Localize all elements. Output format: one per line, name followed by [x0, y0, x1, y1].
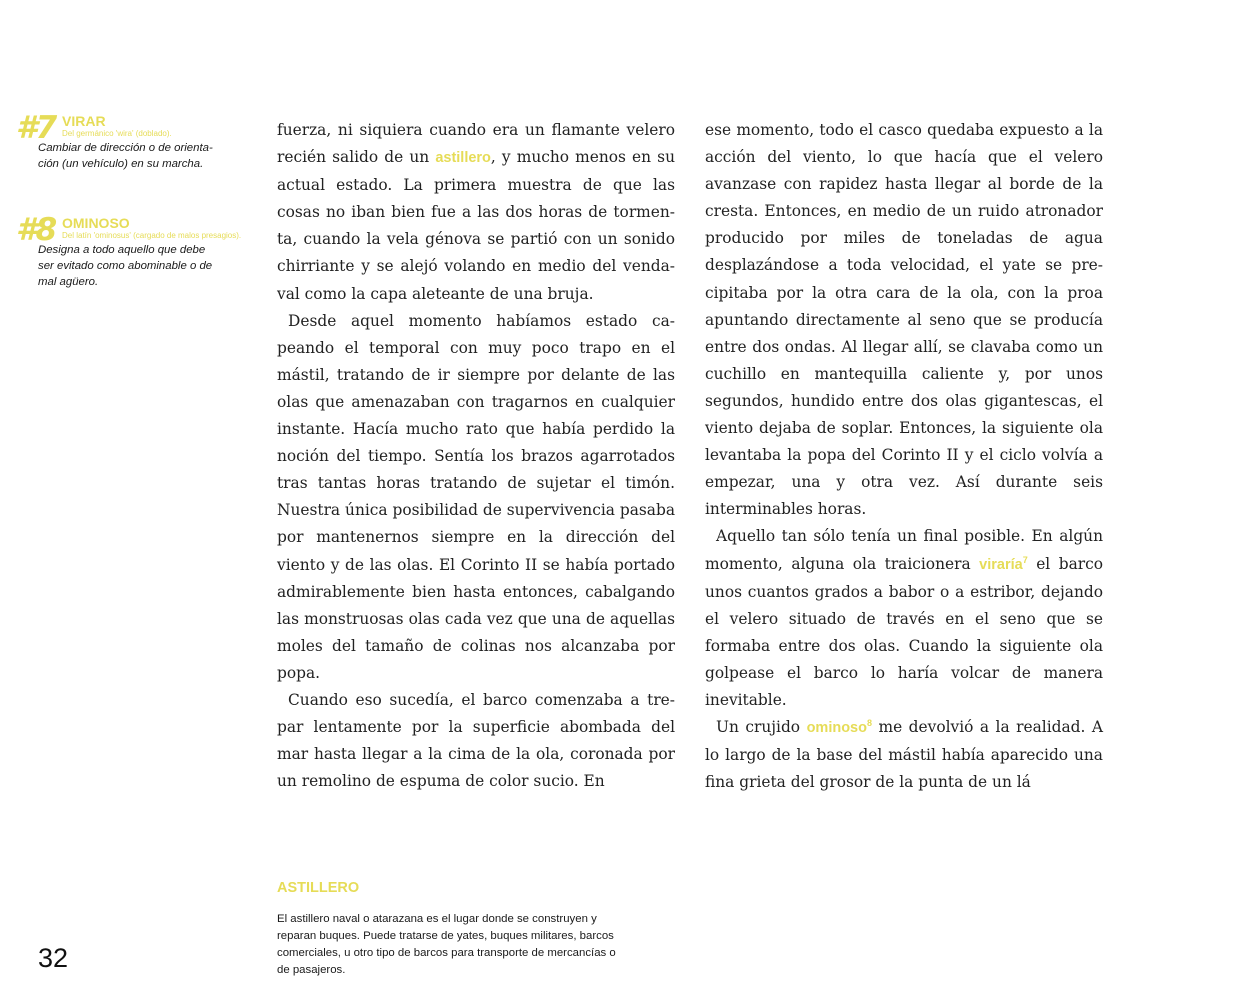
paragraph [705, 714, 1103, 796]
paragraph [705, 523, 1103, 714]
footer-note-line: comerciales, u otro tipo de barcos para transporte de mercancías o [277, 947, 616, 959]
glossary-term-ominoso[interactable]: ominoso [806, 720, 867, 737]
side-note-virar [16, 110, 261, 172]
footer-note-line: reparan buques. Puede tratarse de yates, buques militares, barcos [277, 930, 614, 942]
paragraph-text: el barco unos cuantos grados a babor o a estribor, dejando el velero situado de través en el seno que se formaba entre dos olas. Cuando la siguiente ola golpease el barco lo haría volcar de manera inevitable. [705, 554, 1104, 709]
paragraph: Cuando eso sucedía, el barco comenzaba a trepar lentamente por la superficie abombada del mar hasta llegar a la cima de la ola, coronada por un remolino de espuma de color sucio. En [277, 690, 675, 791]
glossary-term-astillero[interactable]: astillero [435, 150, 491, 167]
paragraph-text: , y mucho menos en su actual estado. La primera muestra de que las cosas no iban bien fue a las dos horas de tormenta, cuando la vela génova se partió con un sonido chirriante y se alejó volando en medio del vendaval como la capa aleteante de una bruja. [277, 148, 675, 303]
footer-note-text [277, 911, 677, 979]
footnote-ref: 7 [1022, 554, 1028, 565]
footnote-ref: 8 [866, 717, 872, 728]
paragraph-text: fuerza, ni siquiera cuando era un flamante velero recién salido de un [277, 121, 675, 167]
side-note-header [16, 110, 261, 146]
note-number: #8 [16, 212, 56, 248]
note-definition [38, 242, 261, 290]
note-etymology: Del latín 'ominosus' (cargado de malos presagios). [62, 231, 242, 240]
note-definition-line: Cambiar de dirección o de orienta- [38, 142, 213, 154]
paragraph: Desde aquel momento habíamos estado capeando el temporal con muy poco trapo en el mástil, tratando de ir siempre por delante de las olas que amenazaban con tragarnos en cualquier instante. Hacía mucho rato que había perdido la noción del tiempo. Sentía los brazos agarrotados tras tantas horas tratando de sujetar el timón. Nuestra única posibilidad de supervivencia pasaba por mantenernos siempre en la dirección del viento y de las olas. El Corinto II se había portado admirablemente bien hasta entonces, cabalgando las monstruosas olas cada vez que una de aquellas moles del tamaño de colinas nos alcanzaba por popa. [277, 311, 675, 682]
note-definition-line: mal agüero. [38, 276, 99, 288]
side-note-ominoso [16, 212, 261, 290]
paragraph [277, 117, 675, 308]
body-column-right [705, 117, 1103, 796]
note-definition-line: ser evitado como abominable o de [38, 260, 213, 272]
paragraph-text: me devolvió a la realidad. A lo largo de la base del mástil había aparecido una fina grieta del grosor de la punta de un lá [705, 718, 1103, 792]
page-number: 32 [38, 943, 69, 973]
glossary-term-viraria[interactable]: viraría [979, 556, 1023, 573]
footer-note-line: El astillero naval o atarazana es el lugar donde se construyen y [277, 913, 597, 925]
footer-note-line: de pasajeros. [277, 964, 346, 976]
paragraph: ese momento, todo el casco quedaba expuesto a la acción del viento, lo que hacía que el velero avanzase con rapidez hasta llegar al borde de la cresta. Entonces, en medio de un ruido atronador producido por miles de toneladas de agua desplazándose a toda velocidad, el yate se precipitaba por la otra cara de la ola, con la proa apuntando directamente al seno que se producía entre dos ondas. Al llegar allí, se clavaba como un cuchillo en mantequilla caliente y, por unos segundos, hundido entre dos olas gigantescas, el viento dejaba de soplar. Entonces, la siguiente ola levantaba la popa del Corinto II y el ciclo volvía a empezar, una y otra vez. Así durante seis interminables horas. [705, 121, 1103, 519]
note-word: VIRAR [62, 113, 106, 129]
footer-note-title: ASTILLERO [277, 880, 360, 896]
note-word: OMINOSO [62, 215, 130, 231]
body-column-left [277, 117, 675, 795]
paragraph-text: Un crujido [716, 718, 807, 737]
note-definition-line: Designa a todo aquello que debe [38, 244, 206, 256]
note-etymology: Del germánico 'wira' (doblado). [62, 129, 172, 138]
note-number: #7 [16, 110, 56, 146]
paragraph-text: Aquello tan sólo tenía un final posible. En algún momento, alguna ola traicionera [705, 527, 1103, 573]
note-definition-line: ción (un vehículo) en su marcha. [38, 158, 204, 170]
side-note-header [16, 212, 261, 248]
note-definition [38, 140, 261, 172]
